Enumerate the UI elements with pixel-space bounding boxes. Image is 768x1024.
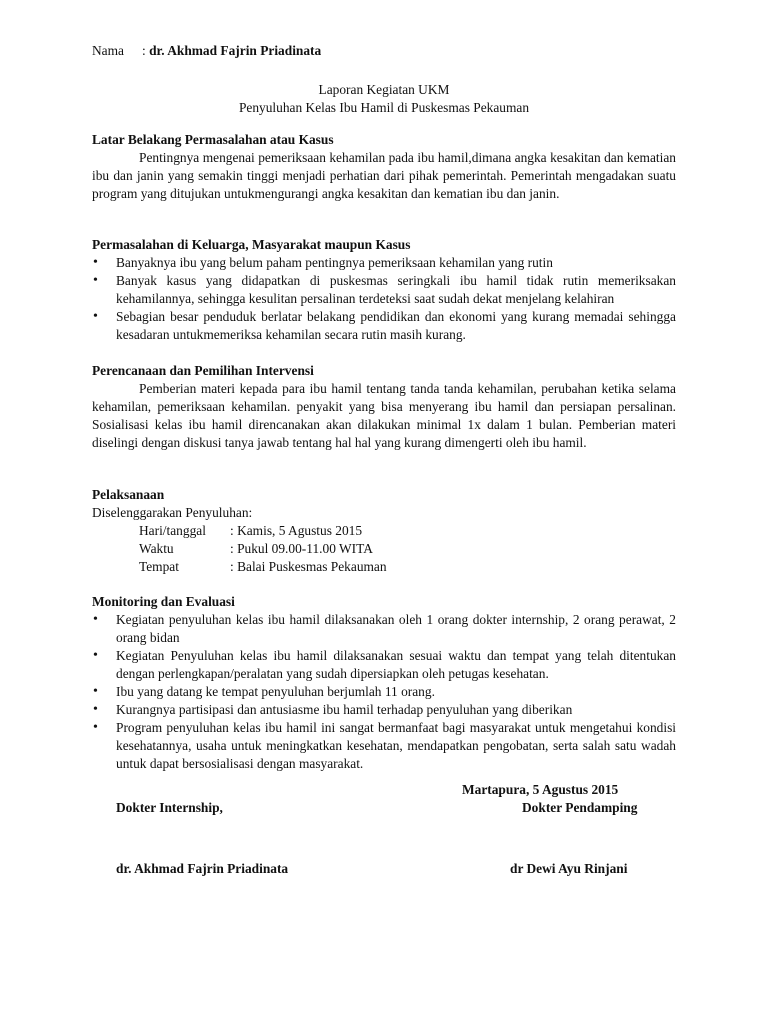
- section-paragraph: Pentingnya mengenai pemeriksaan kehamilan pada ibu hamil,dimana angka kesakitan dan kematian ibu dan janin yang semakin tinggi menjadi perhatian dari pihak pemerintah. Pemerintah mengadakan suatu program yang ditujukan untukmengurangi angka kesakitan dan kematian ibu dan janin.: [92, 150, 676, 201]
- detail-row: [139, 558, 676, 576]
- list-item: • Kegiatan penyuluhan kelas ibu hamil dilaksanakan oleh 1 orang dokter internship, 2 orang perawat, 2 orang bidan: [92, 611, 676, 647]
- list-item: • Sebagian besar penduduk berlatar belakang pendidikan dan ekonomi yang kurang memadai sehingga kesadaran untukmemeriksa kehamilan secara rutin masih kurang.: [92, 308, 676, 344]
- list-item: • Ibu yang datang ke tempat penyuluhan berjumlah 11 orang.: [92, 683, 676, 701]
- detail-row: [139, 540, 676, 558]
- list-item: • Banyaknya ibu yang belum paham pentingnya pemeriksaan kehamilan yang rutin: [92, 254, 676, 272]
- title-line-1: Laporan Kegiatan UKM: [318, 82, 450, 97]
- detail-key: Tempat: [139, 559, 179, 574]
- detail-value: : Pukul 09.00-11.00 WITA: [230, 541, 373, 556]
- section-monitoring: [92, 593, 676, 773]
- pelaksanaan-intro: Diselenggarakan Penyuluhan:: [92, 505, 253, 520]
- section-pelaksanaan: [92, 486, 676, 576]
- signature-left-name: dr. Akhmad Fajrin Priadinata: [116, 861, 289, 876]
- section-perencanaan: [92, 362, 676, 452]
- detail-row: [139, 522, 676, 540]
- section-paragraph: Pemberian materi kepada para ibu hamil tentang tanda tanda kehamilan, perubahan ketika selama kehamilan, pemeriksaan kehamilan. penyakit yang bisa menyerang ibu hamil dan persiapan persalinan. Sosialisasi kelas ibu hamil direncanakan akan dilakukan minimal 1x dalam 1 bulan. Pemberian materi diselingi dengan diskusi tanya jawab tentang hal hal yang kurang dimengerti oleh ibu hamil.: [92, 381, 676, 450]
- signature-right-role: Dokter Pendamping: [522, 800, 638, 815]
- list-item: • Kurangnya partisipasi dan antusiasme ibu hamil terhadap penyuluhan yang diberikan: [92, 701, 676, 719]
- name-separator: :: [142, 43, 146, 58]
- name-label: Nama: [92, 43, 124, 58]
- list-item: • Banyak kasus yang didapatkan di puskesmas seringkali ibu hamil tidak rutin memeriksakan kehamilannya, sehingga kesulitan persalinan terdeteksi saat sudah dekat menjelang kelahiran: [92, 272, 676, 308]
- list-item: • Kegiatan Penyuluhan kelas ibu hamil dilaksanakan sesuai waktu dan tempat yang telah ditentukan dengan perlengkapan/peralatan yang sudah dipersiapkan oleh petugas kesehatan.: [92, 647, 676, 683]
- author-line: [92, 42, 676, 60]
- bullet-list: [92, 254, 676, 344]
- list-item: • Program penyuluhan kelas ibu hamil ini sangat bermanfaat bagi masyarakat untuk mengetahui kondisi kesehatannya, usaha untuk meningkatkan kesehatan, mendapatkan pengobatan, serta salah satu wadah untuk dapat bersosialisasi dengan masyarakat.: [92, 719, 676, 773]
- section-latar-belakang: [92, 131, 676, 203]
- section-heading: Pelaksanaan: [92, 487, 165, 502]
- section-heading: Latar Belakang Permasalahan atau Kasus: [92, 132, 334, 147]
- detail-key: Hari/tanggal: [139, 523, 206, 538]
- detail-value: : Balai Puskesmas Pekauman: [230, 559, 387, 574]
- signature-right-name: dr Dewi Ayu Rinjani: [510, 861, 628, 876]
- section-heading: Perencanaan dan Pemilihan Intervensi: [92, 363, 314, 378]
- event-details: [139, 522, 676, 576]
- document-title: [92, 81, 676, 117]
- detail-key: Waktu: [139, 541, 174, 556]
- author-name: dr. Akhmad Fajrin Priadinata: [149, 43, 322, 58]
- section-heading: Permasalahan di Keluarga, Masyarakat maupun Kasus: [92, 237, 411, 252]
- detail-value: : Kamis, 5 Agustus 2015: [230, 523, 363, 538]
- title-line-2: Penyuluhan Kelas Ibu Hamil di Puskesmas Pekauman: [238, 100, 530, 115]
- section-permasalahan: [92, 236, 676, 344]
- signature-left-role: Dokter Internship,: [116, 800, 223, 815]
- section-heading: Monitoring dan Evaluasi: [92, 594, 235, 609]
- signature-place-date: Martapura, 5 Agustus 2015: [462, 782, 619, 797]
- bullet-list: [92, 611, 676, 773]
